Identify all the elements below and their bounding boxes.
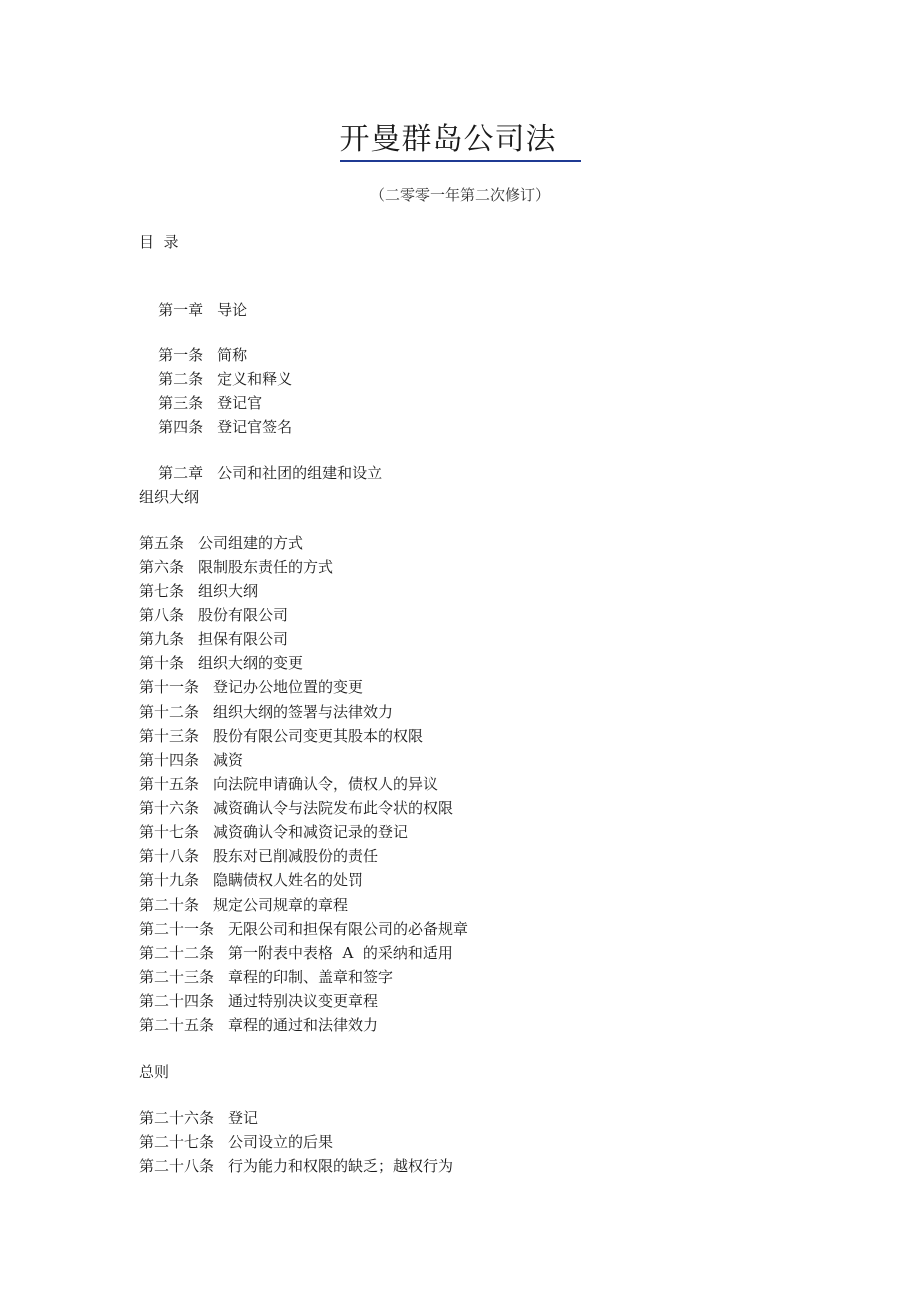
article-number: 第十四条: [139, 751, 200, 769]
toc-entry: [139, 749, 243, 771]
article-number: 第一条: [158, 346, 204, 364]
article-number: 第十一条: [139, 678, 200, 696]
article-number: 第十六条: [139, 799, 200, 817]
article-title: 公司设立的后果: [228, 1133, 334, 1151]
toc-entry: [139, 652, 303, 674]
article-number: 第九条: [139, 630, 185, 648]
article-title: 章程的印制、盖章和签字: [228, 968, 394, 986]
toc-entry: [139, 532, 303, 554]
article-title: 减资: [213, 751, 244, 769]
article-title: 向法院申请确认令，债权人的异议: [213, 775, 439, 793]
article-number: 第二十条: [139, 896, 200, 914]
toc-entry: [139, 966, 393, 988]
article-number: 第八条: [139, 606, 185, 624]
article-title: 公司组建的方式: [198, 534, 304, 552]
toc-entry: [139, 797, 453, 819]
toc-entry: [139, 1014, 378, 1036]
article-number: 第十八条: [139, 847, 200, 865]
article-title: 行为能力和权限的缺乏；越权行为: [228, 1157, 454, 1175]
chapter-number: 第一章: [158, 301, 204, 319]
article-number: 第二十三条: [139, 968, 215, 986]
toc-entry: [139, 942, 453, 964]
toc-entry: [139, 556, 333, 578]
article-number: 第六条: [139, 558, 185, 576]
article-title: 担保有限公司: [198, 630, 289, 648]
article-number: 第二十二条: [139, 944, 215, 962]
article-title: 登记官: [217, 394, 263, 412]
article-title: 登记办公地位置的变更: [213, 678, 364, 696]
article-number: 第十七条: [139, 823, 200, 841]
article-title: 股份有限公司: [198, 606, 289, 624]
article-number: 第十三条: [139, 727, 200, 745]
contents-heading: 目 录: [139, 233, 179, 251]
article-number: 第十二条: [139, 703, 200, 721]
article-number: 第五条: [139, 534, 185, 552]
article-title: 组织大纲的变更: [198, 654, 304, 672]
article-number: 第十五条: [139, 775, 200, 793]
chapter-title: 公司和社团的组建和设立: [217, 464, 383, 482]
article-title: 股份有限公司变更其股本的权限: [213, 727, 424, 745]
document-subtitle: （二零零一年第二次修订）: [369, 186, 550, 204]
article-number: 第十九条: [139, 871, 200, 889]
toc-entry: [139, 773, 438, 795]
article-number: 第二十八条: [139, 1157, 215, 1175]
toc-entry: [139, 604, 288, 626]
article-title: 无限公司和担保有限公司的必备规章: [228, 920, 469, 938]
toc-entry: [139, 990, 378, 1012]
toc-entry: [139, 628, 288, 650]
article-number: 第二十五条: [139, 1016, 215, 1034]
article-title: 简称: [217, 346, 248, 364]
toc-entry: [139, 701, 393, 723]
chapter-title: 导论: [217, 301, 248, 319]
article-title: 隐瞒债权人姓名的处罚: [213, 871, 364, 889]
article-title: 限制股东责任的方式: [198, 558, 334, 576]
toc-entry: [139, 580, 258, 602]
article-title: 登记官签名: [217, 418, 293, 436]
toc-entry: [139, 821, 408, 843]
article-title: 减资确认令与法院发布此令状的权限: [213, 799, 454, 817]
article-title: 股东对已削减股份的责任: [213, 847, 379, 865]
article-title: 通过特别决议变更章程: [228, 992, 379, 1010]
article-title: 章程的通过和法律效力: [228, 1016, 379, 1034]
article-number: 第三条: [158, 394, 204, 412]
article-number: 第二十一条: [139, 920, 215, 938]
toc-entry: [139, 1107, 258, 1129]
article-number: 第十条: [139, 654, 185, 672]
toc-entry: [139, 1131, 333, 1153]
article-title: 定义和释义: [217, 370, 293, 388]
toc-entry: [139, 725, 423, 747]
article-number: 第二十六条: [139, 1109, 215, 1127]
section-heading-general: 总则: [139, 1063, 170, 1081]
toc-entry: [139, 918, 468, 940]
section-heading-memorandum: 组织大纲: [139, 488, 200, 506]
article-title: 登记: [228, 1109, 259, 1127]
toc-entry: [139, 894, 348, 916]
article-number: 第七条: [139, 582, 185, 600]
article-title: 第一附表中表格 A 的采纳和适用: [228, 944, 453, 962]
article-title: 组织大纲的签署与法律效力: [213, 703, 394, 721]
toc-entry: [139, 676, 363, 698]
article-title: 组织大纲: [198, 582, 259, 600]
document-title: 开曼群岛公司法: [0, 120, 920, 162]
article-number: 第二十四条: [139, 992, 215, 1010]
toc-entry: [139, 845, 378, 867]
article-title: 规定公司规章的章程: [213, 896, 349, 914]
chapter-number: 第二章: [158, 464, 204, 482]
toc-entry: [139, 1155, 453, 1177]
article-number: 第二条: [158, 370, 204, 388]
article-number: 第四条: [158, 418, 204, 436]
article-title: 减资确认令和减资记录的登记: [213, 823, 409, 841]
toc-entry: [139, 869, 363, 891]
article-number: 第二十七条: [139, 1133, 215, 1151]
